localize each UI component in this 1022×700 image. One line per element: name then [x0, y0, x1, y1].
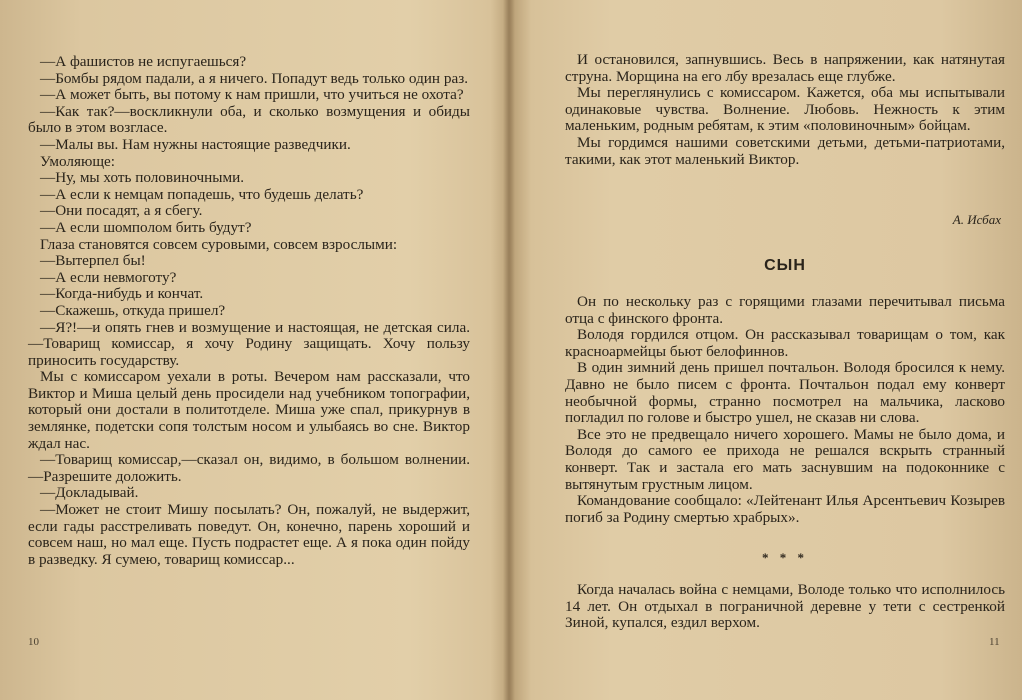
paragraph: —Скажешь, откуда пришел?	[40, 301, 226, 319]
left-page	[0, 0, 505, 700]
story-text	[565, 294, 1005, 526]
paragraph: —Вытерпел бы!	[40, 252, 146, 270]
paragraph: —Ну, мы хоть половиночными.	[40, 169, 245, 187]
paragraph: Мы с комиссаром уехали в роты. Вечером нам рассказали, что Виктор и Миша целый день просидели над учебником топографии, который они достали в политотделе. Миша уже спал, прикурнув в землянке, подетски сопя толстым носом и улыбаясь во сне. Виктор ждал нас.	[28, 368, 470, 452]
story-title: СЫН	[764, 257, 806, 274]
paragraph: —Когда-нибудь и кончат.	[40, 285, 204, 303]
right-page-text	[565, 52, 1005, 168]
paragraph: —Малы вы. Нам нужны настоящие разведчики.	[40, 135, 351, 153]
paragraph: —А если к немцам попадешь, что будешь делать?	[40, 185, 364, 203]
paragraph: Когда началась война с немцами, Володе только что исполнилось 14 лет. Он отдыхал в пограничной деревне у тети с сестренкой Зиной, купался, ездил верхом.	[565, 581, 1005, 632]
paragraph: —А может быть, вы потому к нам пришли, что учиться не охота?	[40, 86, 464, 104]
paragraph: В один зимний день пришел почтальон. Володя бросился к нему. Давно не было писем с фронта. Почтальон подал ему конверт необычной формы, странно посмотрел на мальчика, ласково погладил по голове и быстро ушел, не сказав ни слова.	[565, 359, 1005, 427]
paragraph: —Они посадят, а я сбегу.	[40, 202, 203, 220]
left-page-text	[28, 54, 470, 568]
paragraph: Мы переглянулись с комиссаром. Кажется, оба мы испытывали одинаковые чувства. Волнение. Любовь. Нежность к этим маленьким, родным ребятам, к этим «половиночным» бойцам.	[565, 84, 1005, 135]
paragraph: Умоляюще:	[40, 152, 115, 170]
paragraph: Володя гордился отцом. Он рассказывал товарищам о том, как красноармейцы бьют белофиннов.	[565, 326, 1005, 360]
paragraph: Все это не предвещало ничего хорошего. Мамы не было дома, и Володя до самого ее прихода не решался вскрыть странный конверт. Так и застала его мать заснувшим на подоконнике с вытянутым грустным лицом.	[565, 425, 1005, 493]
paragraph: —А если невмоготу?	[40, 268, 177, 286]
section-separator: * * *	[762, 550, 808, 565]
paragraph: —Докладывай.	[40, 484, 139, 502]
paragraph: —Бомбы рядом падали, а я ничего. Попадут ведь только один раз.	[40, 69, 468, 87]
paragraph: Командование сообщало: «Лейтенант Илья Арсентьевич Козырев погиб за Родину смертью храбрых».	[565, 492, 1005, 526]
right-page	[515, 0, 1022, 700]
paragraph: Глаза становятся совсем суровыми, совсем взрослыми:	[40, 235, 398, 253]
tail-text	[565, 582, 1005, 632]
author-signature: А. Исбах	[952, 212, 1001, 227]
page-number: 10	[28, 636, 39, 648]
paragraph: —Я?!—и опять гнев и возмущение и настоящая, не детская сила.—Товарищ комиссар, я хочу Родину защищать. Хочу пользу приносить государству.	[28, 318, 470, 369]
paragraph: —А если шомполом бить будут?	[40, 218, 252, 236]
paragraph: Он по нескольку раз с горящими глазами перечитывал письма отца с финского фронта.	[565, 293, 1005, 327]
page-number: 11	[989, 636, 1000, 648]
paragraph: И остановился, запнувшись. Весь в напряжении, как натянутая струна. Морщина на его лбу врезалась еще глубже.	[565, 51, 1005, 85]
paragraph: Мы гордимся нашими советскими детьми, детьми-патриотами, такими, как этот маленький Виктор.	[565, 133, 1005, 168]
paragraph: —А фашистов не испугаешься?	[40, 53, 247, 70]
paragraph: —Товарищ комиссар,—сказал он, видимо, в большом волнении.—Разрешите доложить.	[28, 451, 470, 485]
paragraph: —Как так?—воскликнули оба, и сколько возмущения и обиды было в этом возгласе.	[28, 102, 470, 137]
paragraph: —Может не стоит Мишу посылать? Он, пожалуй, не выдержит, если гады расстреливать поведут. Он, конечно, парень хороший и совсем наш, но мал еще. Пусть подрастет еще. А я пока один пойду в разведку. Я сумею, товарищ комиссар...	[28, 501, 470, 568]
